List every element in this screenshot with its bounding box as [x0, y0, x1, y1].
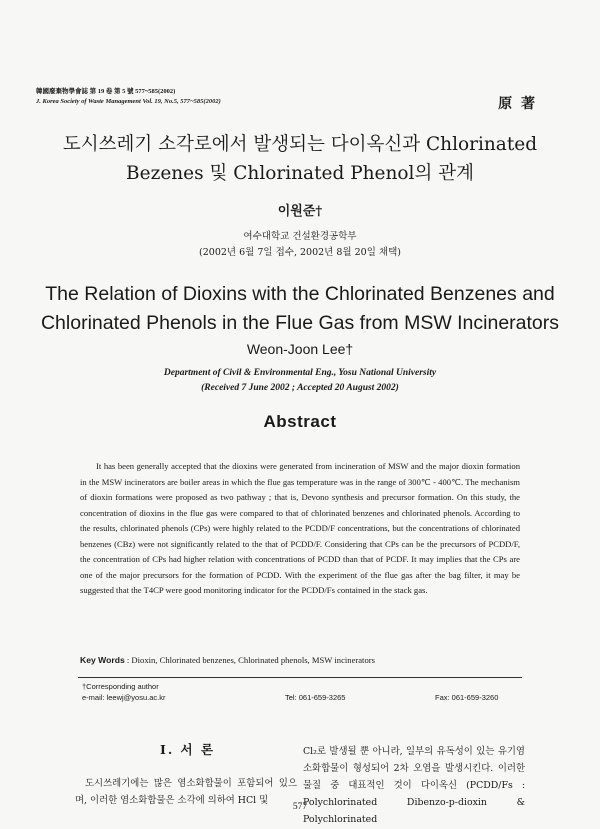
korean-title-line1: 도시쓰레기 소각로에서 발생되는 다이옥신과 Chlorinated [62, 134, 538, 155]
abstract-body: It has been generally accepted that the dioxins were generated from incineration of MSW and the major dioxin formation in the MSW incinerators are boiler areas in which the flue gas temperature was in the range of 300℃ - 400℃. The mechanism of dioxin formations were proposed as two pathway ; that is, Devono synthesis and precursor formation. On this study, the concentration of dioxins in the flue gas were compared to that of chlorinated benzenes and chlorinated phenols. According to the results, chlorinated phenols (CPs) were highly related to the PCDD/F concentrations, but the concentrations of chlorinated benzenes (CBz) were not significantly related to the that of PCDD/F. Considering that CPs can be the precursors of PCDD/F, the concentration of CPs had higher relation with concentrations of PCDD than that of PCDF. It may implies that the CPs are one of the major precursors for the formation of PCDD. With the experiment of the flue gas after the bag filter, it may be suggested that the T4CP were good monitoring indicator for the PCDD/Fs contained in the stack gas. [80, 461, 520, 595]
keywords-label: Key Words [80, 655, 125, 665]
footnote-tel: Tel: 061-659-3265 [285, 693, 346, 702]
journal-header [36, 87, 221, 107]
body-right-column: Cl₂로 발생될 뿐 아니라, 일부의 유독성이 있는 유기염소화합물이 형성되어 2차 오염을 발생시킨다. 이러한 물질 중 대표적인 것이 다이옥신 (PCDD/Fs : Polychlorinated Dibenzo-p-dioxin & Polychlorinated [303, 746, 525, 825]
article-type-badge: 原 著 [498, 96, 537, 112]
korean-title [0, 130, 600, 188]
footnote-email: e-mail: leewj@yosu.ac.kr [82, 693, 166, 702]
english-dates: (Received 7 June 2002 ; Accepted 20 August 2002) [201, 383, 399, 393]
footnote-corresponding: †Corresponding author [82, 682, 159, 691]
section-heading-introduction: Ⅰ. 서 론 [159, 742, 216, 757]
page-number: 577 [292, 802, 308, 812]
english-title [0, 280, 600, 338]
korean-title-line2: Bezenes 및 Chlorinated Phenol의 관계 [126, 163, 474, 184]
journal-korean: 韓國廢棄物學會誌 第 19 卷 第 5 號 577~585(2002) [36, 88, 176, 95]
english-author: Weon-Joon Lee† [246, 341, 354, 357]
keywords [80, 655, 520, 665]
footnote-fax: Fax: 061-659-3260 [435, 693, 499, 702]
body-left-column: 도시쓰레기에는 많은 염소화합물이 포함되어 있으며, 이러한 염소화합물은 소각에 의하여 HCl 및 [75, 778, 297, 806]
korean-affiliation: 여수대학교 건설환경공학부 [243, 231, 357, 242]
korean-author: 이원준† [277, 204, 323, 219]
footnote-divider [78, 677, 522, 678]
keywords-text: : Dioxin, Chlorinated benzenes, Chlorinated phenols, MSW incinerators [126, 655, 375, 665]
journal-english: J. Korea Society of Waste Management Vol. 19, No.5, 577~585(2002) [36, 98, 221, 105]
english-affiliation: Department of Civil & Environmental Eng., Yosu National University [163, 368, 437, 378]
korean-affiliation-block [0, 229, 600, 261]
english-title-line1: The Relation of Dioxins with the Chlorinated Benzenes and [45, 283, 555, 305]
english-title-line2: Chlorinated Phenols in the Flue Gas from MSW Incinerators [40, 312, 560, 334]
english-affiliation-block [0, 366, 600, 396]
korean-dates: (2002년 6월 7일 접수, 2002년 8월 20일 채택) [199, 247, 401, 258]
abstract-heading: Abstract [263, 412, 337, 431]
